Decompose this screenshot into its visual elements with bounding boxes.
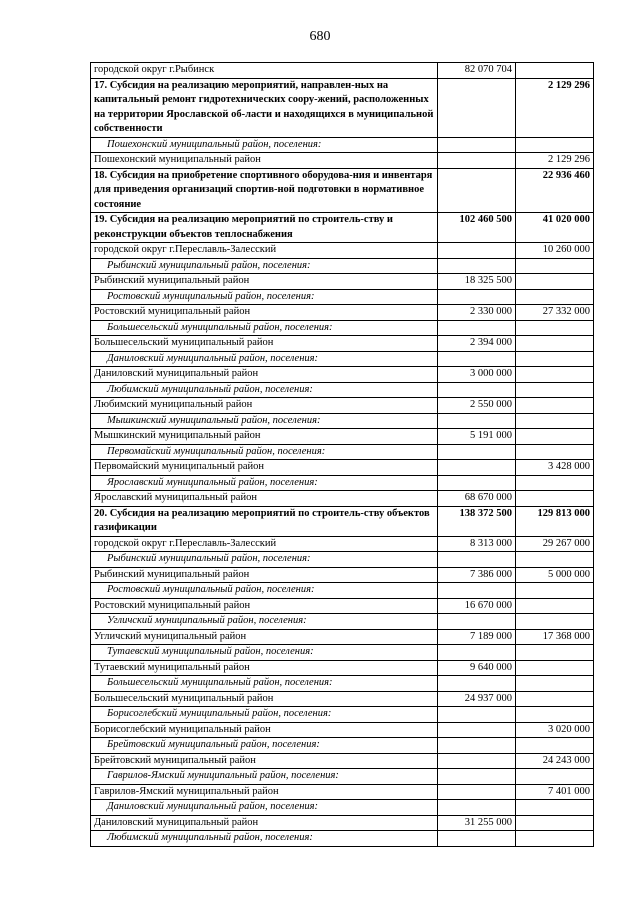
district-subheading-row	[91, 382, 594, 398]
amount-cell-2024	[516, 831, 594, 847]
district-subheading-row	[91, 800, 594, 816]
name-cell: Любимский муниципальный район	[91, 398, 438, 414]
table-row	[91, 367, 594, 383]
amount-cell-2023	[438, 645, 516, 661]
amount-cell-2024	[516, 614, 594, 630]
name-cell: 18. Субсидия на приобретение спортивного оборудова-ния и инвентаря для приведения организаций спортив-ной подготовки в нормативное состояние	[91, 168, 438, 213]
section-heading-row	[91, 213, 594, 243]
amount-cell-2023	[438, 444, 516, 460]
name-cell: Ростовский муниципальный район, поселения:	[91, 289, 438, 305]
table-row	[91, 722, 594, 738]
amount-cell-2024: 41 020 000	[516, 213, 594, 243]
name-cell: Рыбинский муниципальный район, поселения:	[91, 258, 438, 274]
amount-cell-2024: 3 020 000	[516, 722, 594, 738]
amount-cell-2023: 2 550 000	[438, 398, 516, 414]
name-cell: Брейтовский муниципальный район	[91, 753, 438, 769]
amount-cell-2023	[438, 614, 516, 630]
district-subheading-row	[91, 707, 594, 723]
name-cell: Даниловский муниципальный район	[91, 815, 438, 831]
amount-cell-2024	[516, 336, 594, 352]
table-row	[91, 815, 594, 831]
amount-cell-2023	[438, 258, 516, 274]
table-row	[91, 336, 594, 352]
amount-cell-2023: 7 189 000	[438, 629, 516, 645]
amount-cell-2024	[516, 598, 594, 614]
district-subheading-row	[91, 320, 594, 336]
district-subheading-row	[91, 475, 594, 491]
amount-cell-2024	[516, 800, 594, 816]
district-subheading-row	[91, 831, 594, 847]
amount-cell-2024	[516, 815, 594, 831]
table-row	[91, 784, 594, 800]
amount-cell-2024: 10 260 000	[516, 243, 594, 259]
amount-cell-2024	[516, 382, 594, 398]
amount-cell-2023	[438, 676, 516, 692]
amount-cell-2024: 24 243 000	[516, 753, 594, 769]
amount-cell-2023: 24 937 000	[438, 691, 516, 707]
amount-cell-2024: 7 401 000	[516, 784, 594, 800]
amount-cell-2023: 16 670 000	[438, 598, 516, 614]
name-cell: городской округ г.Переславль-Залесский	[91, 536, 438, 552]
amount-cell-2023	[438, 168, 516, 213]
name-cell: Большесельский муниципальный район, поселения:	[91, 676, 438, 692]
name-cell: Угличский муниципальный район	[91, 629, 438, 645]
amount-cell-2024: 2 129 296	[516, 153, 594, 169]
district-subheading-row	[91, 676, 594, 692]
amount-cell-2023: 8 313 000	[438, 536, 516, 552]
amount-cell-2024: 22 936 460	[516, 168, 594, 213]
amount-cell-2024	[516, 707, 594, 723]
amount-cell-2024	[516, 738, 594, 754]
amount-cell-2024	[516, 320, 594, 336]
amount-cell-2024	[516, 367, 594, 383]
section-heading-row	[91, 168, 594, 213]
district-subheading-row	[91, 769, 594, 785]
amount-cell-2024	[516, 137, 594, 153]
amount-cell-2023	[438, 707, 516, 723]
name-cell: Рыбинский муниципальный район, поселения:	[91, 552, 438, 568]
name-cell: Мышкинский муниципальный район	[91, 429, 438, 445]
table-row	[91, 691, 594, 707]
amount-cell-2024	[516, 691, 594, 707]
amount-cell-2023	[438, 753, 516, 769]
amount-cell-2023: 82 070 704	[438, 63, 516, 79]
amount-cell-2023	[438, 831, 516, 847]
amount-cell-2024: 5 000 000	[516, 567, 594, 583]
name-cell: Тутаевский муниципальный район, поселения:	[91, 645, 438, 661]
district-subheading-row	[91, 413, 594, 429]
amount-cell-2024	[516, 491, 594, 507]
amount-cell-2024: 17 368 000	[516, 629, 594, 645]
district-subheading-row	[91, 645, 594, 661]
name-cell: Даниловский муниципальный район, поселения:	[91, 800, 438, 816]
name-cell: Любимский муниципальный район, поселения:	[91, 831, 438, 847]
name-cell: Ростовский муниципальный район	[91, 598, 438, 614]
name-cell: Угличский муниципальный район, поселения:	[91, 614, 438, 630]
amount-cell-2023: 5 191 000	[438, 429, 516, 445]
name-cell: Большесельский муниципальный район, поселения:	[91, 320, 438, 336]
amount-cell-2024	[516, 63, 594, 79]
name-cell: Ярославский муниципальный район	[91, 491, 438, 507]
amount-cell-2024	[516, 552, 594, 568]
name-cell: Первомайский муниципальный район	[91, 460, 438, 476]
amount-cell-2023: 102 460 500	[438, 213, 516, 243]
amount-cell-2023	[438, 413, 516, 429]
district-subheading-row	[91, 444, 594, 460]
amount-cell-2024	[516, 274, 594, 290]
amount-cell-2023	[438, 78, 516, 137]
amount-cell-2023	[438, 722, 516, 738]
amount-cell-2023	[438, 475, 516, 491]
district-subheading-row	[91, 614, 594, 630]
amount-cell-2023	[438, 153, 516, 169]
amount-cell-2024	[516, 289, 594, 305]
name-cell: Борисоглебский муниципальный район	[91, 722, 438, 738]
subsidy-table	[90, 62, 594, 847]
name-cell: Гаврилов-Ямский муниципальный район, поселения:	[91, 769, 438, 785]
amount-cell-2024	[516, 676, 594, 692]
amount-cell-2024: 129 813 000	[516, 506, 594, 536]
amount-cell-2024	[516, 429, 594, 445]
amount-cell-2023	[438, 320, 516, 336]
amount-cell-2023: 138 372 500	[438, 506, 516, 536]
table-row	[91, 153, 594, 169]
amount-cell-2023	[438, 784, 516, 800]
amount-cell-2024	[516, 583, 594, 599]
table-row	[91, 491, 594, 507]
amount-cell-2024	[516, 413, 594, 429]
table-row	[91, 63, 594, 79]
amount-cell-2024	[516, 660, 594, 676]
table-row	[91, 567, 594, 583]
amount-cell-2024	[516, 444, 594, 460]
district-subheading-row	[91, 137, 594, 153]
amount-cell-2023	[438, 583, 516, 599]
table-row	[91, 536, 594, 552]
district-subheading-row	[91, 738, 594, 754]
name-cell: Тутаевский муниципальный район	[91, 660, 438, 676]
name-cell: Рыбинский муниципальный район	[91, 567, 438, 583]
amount-cell-2024	[516, 258, 594, 274]
name-cell: городской округ г.Переславль-Залесский	[91, 243, 438, 259]
table-row	[91, 243, 594, 259]
name-cell: Гаврилов-Ямский муниципальный район	[91, 784, 438, 800]
amount-cell-2023	[438, 460, 516, 476]
name-cell: 17. Субсидия на реализацию мероприятий, направлен-ных на капитальный ремонт гидротехнических соору-жений, расположенных на территории Ярославской об-ласти и находящихся в муниципальной собственности	[91, 78, 438, 137]
amount-cell-2023: 2 330 000	[438, 305, 516, 321]
amount-cell-2023: 9 640 000	[438, 660, 516, 676]
name-cell: Рыбинский муниципальный район	[91, 274, 438, 290]
name-cell: Даниловский муниципальный район	[91, 367, 438, 383]
name-cell: Брейтовский муниципальный район, поселения:	[91, 738, 438, 754]
table-row	[91, 274, 594, 290]
amount-cell-2024	[516, 645, 594, 661]
section-heading-row	[91, 78, 594, 137]
amount-cell-2023: 68 670 000	[438, 491, 516, 507]
amount-cell-2024	[516, 475, 594, 491]
table-row	[91, 429, 594, 445]
amount-cell-2023: 31 255 000	[438, 815, 516, 831]
amount-cell-2023	[438, 137, 516, 153]
table-body	[91, 63, 594, 847]
district-subheading-row	[91, 258, 594, 274]
amount-cell-2023: 7 386 000	[438, 567, 516, 583]
table-row	[91, 460, 594, 476]
table-row	[91, 660, 594, 676]
amount-cell-2024: 2 129 296	[516, 78, 594, 137]
amount-cell-2024: 3 428 000	[516, 460, 594, 476]
amount-cell-2023	[438, 738, 516, 754]
name-cell: Даниловский муниципальный район, поселения:	[91, 351, 438, 367]
amount-cell-2024	[516, 769, 594, 785]
name-cell: Большесельский муниципальный район	[91, 336, 438, 352]
name-cell: Первомайский муниципальный район, поселения:	[91, 444, 438, 460]
name-cell: Пошехонский муниципальный район	[91, 153, 438, 169]
name-cell: Пошехонский муниципальный район, поселения:	[91, 137, 438, 153]
amount-cell-2023	[438, 382, 516, 398]
name-cell: Ростовский муниципальный район, поселения:	[91, 583, 438, 599]
amount-cell-2024: 29 267 000	[516, 536, 594, 552]
name-cell: Ростовский муниципальный район	[91, 305, 438, 321]
amount-cell-2023	[438, 552, 516, 568]
name-cell: Большесельский муниципальный район	[91, 691, 438, 707]
amount-cell-2023	[438, 800, 516, 816]
table-row	[91, 629, 594, 645]
amount-cell-2023	[438, 243, 516, 259]
amount-cell-2023	[438, 769, 516, 785]
district-subheading-row	[91, 351, 594, 367]
section-heading-row	[91, 506, 594, 536]
name-cell: 20. Субсидия на реализацию мероприятий по строитель-ству объектов газификации	[91, 506, 438, 536]
district-subheading-row	[91, 552, 594, 568]
district-subheading-row	[91, 583, 594, 599]
amount-cell-2024	[516, 398, 594, 414]
table-row	[91, 398, 594, 414]
table-row	[91, 305, 594, 321]
amount-cell-2023	[438, 289, 516, 305]
table-row	[91, 598, 594, 614]
name-cell: Борисоглебский муниципальный район, поселения:	[91, 707, 438, 723]
page-number: 680	[309, 29, 331, 44]
amount-cell-2023: 3 000 000	[438, 367, 516, 383]
name-cell: Мышкинский муниципальный район, поселения:	[91, 413, 438, 429]
name-cell: 19. Субсидия на реализацию мероприятий по строитель-ству и реконструкции объектов теплоснабжения	[91, 213, 438, 243]
district-subheading-row	[91, 289, 594, 305]
name-cell: городской округ г.Рыбинск	[91, 63, 438, 79]
name-cell: Ярославский муниципальный район, поселения:	[91, 475, 438, 491]
amount-cell-2023: 2 394 000	[438, 336, 516, 352]
amount-cell-2023: 18 325 500	[438, 274, 516, 290]
amount-cell-2024: 27 332 000	[516, 305, 594, 321]
amount-cell-2023	[438, 351, 516, 367]
amount-cell-2024	[516, 351, 594, 367]
name-cell: Любимский муниципальный район, поселения:	[91, 382, 438, 398]
table-row	[91, 753, 594, 769]
